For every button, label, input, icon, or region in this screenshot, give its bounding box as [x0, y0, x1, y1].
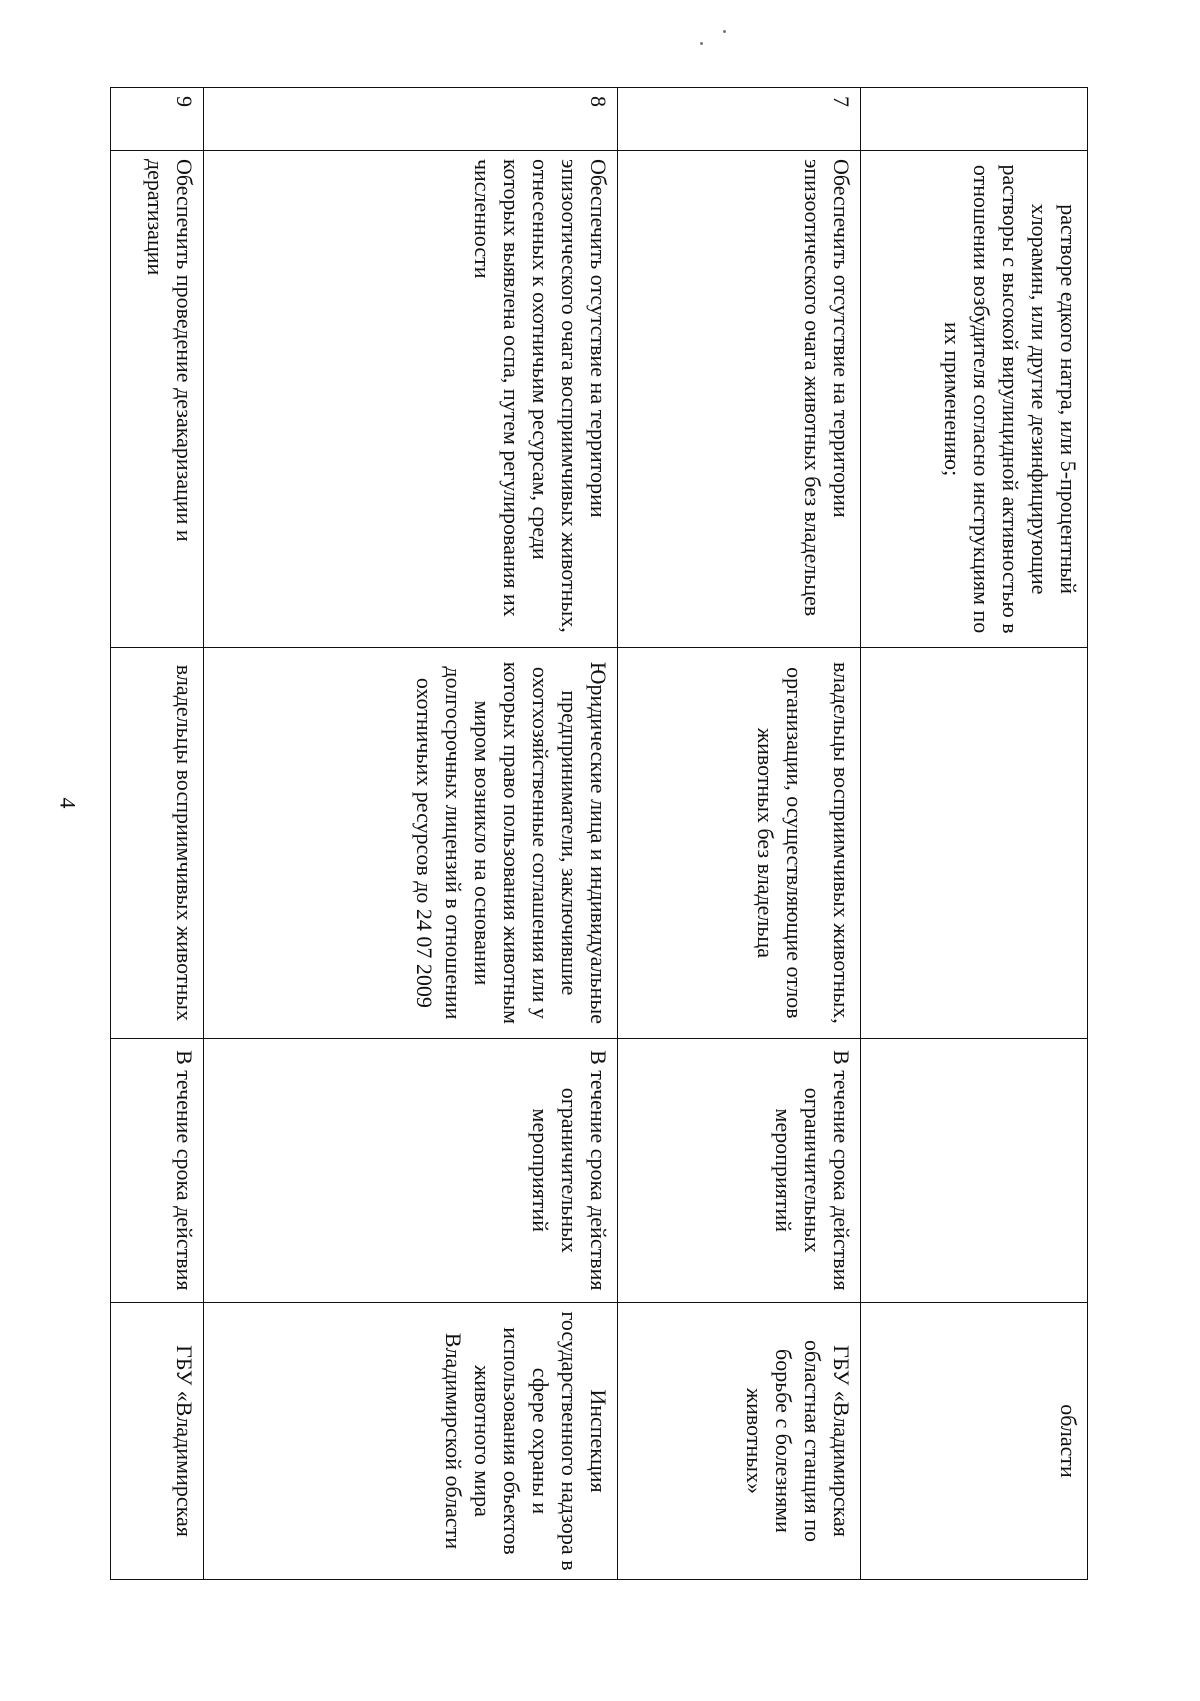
measures-table [110, 87, 1088, 1580]
responsible-text-extra: организации, осуществляющие отлов животных без владельца [752, 667, 808, 1019]
measure-cell: Обеспечить проведение дезакаризации и дератизации [111, 150, 204, 647]
responsible-text: владельцы восприимчивых животных [171, 664, 197, 1022]
spacer [809, 656, 827, 1029]
responsible-cell [617, 648, 860, 1038]
table-row [617, 88, 860, 1580]
term-cell: В течение срока действия ограничительных мероприятий [203, 1038, 617, 1302]
scan-speck [700, 42, 703, 45]
term-cell: В течение срока действия [111, 1038, 204, 1302]
measure-cell: Обеспечить отсутствие на территории эпизоотического очага восприимчивых животных, отнесенных к охотничьим ресурсам, среди которых выявлена оспа, путем регулирования их численности [203, 150, 617, 647]
table-frame [110, 87, 1088, 1580]
rotated-table-container [110, 87, 1088, 1580]
term-cell [861, 1038, 1088, 1302]
responsible-text: владельцы восприимчивых животных, [829, 662, 855, 1024]
page-number: 4 [55, 797, 81, 809]
table-row [203, 88, 617, 1580]
responsible-cell [861, 648, 1088, 1038]
executor-cell: ГБУ «Владимирская областная станция по борьбе с болезнями животных» [617, 1302, 860, 1579]
row-number-cell: 9 [111, 88, 204, 151]
row-number-cell [861, 88, 1088, 151]
responsible-cell [111, 648, 204, 1038]
row-number-cell: 8 [203, 88, 617, 151]
row-number-cell: 7 [617, 88, 860, 151]
executor-cell: ГБУ «Владимирская [111, 1302, 204, 1579]
responsible-cell [203, 648, 617, 1038]
term-cell: В течение срока действия ограничительных мероприятий [617, 1038, 860, 1302]
measure-cell: Обеспечить отсутствие на территории эпизоотического очага животных без владельцев [617, 150, 860, 647]
measure-cell: растворе едкого натра, или 5-процентный хлорамин, или другие дезинфицирующие растворы с высокой вирулицидной активностью в отношении возбудителя согласно инструкциям по их применению; [861, 150, 1088, 647]
executor-cell: Инспекция государственного надзора в сфере охраны и использования объектов животного мира Владимирской области [203, 1302, 617, 1579]
table-row [861, 88, 1088, 1580]
table-row [111, 88, 204, 1580]
scan-speck [723, 30, 726, 33]
responsible-text: Юридические лица и индивидуальные предприниматели, заключившие охотхозяйственные соглашения или у которых право пользования животным миром возникло на основании долгосрочных лицензий в отношении охотничьих ресурсов до 24 07 2009 [411, 661, 611, 1025]
executor-cell: области [861, 1302, 1088, 1579]
